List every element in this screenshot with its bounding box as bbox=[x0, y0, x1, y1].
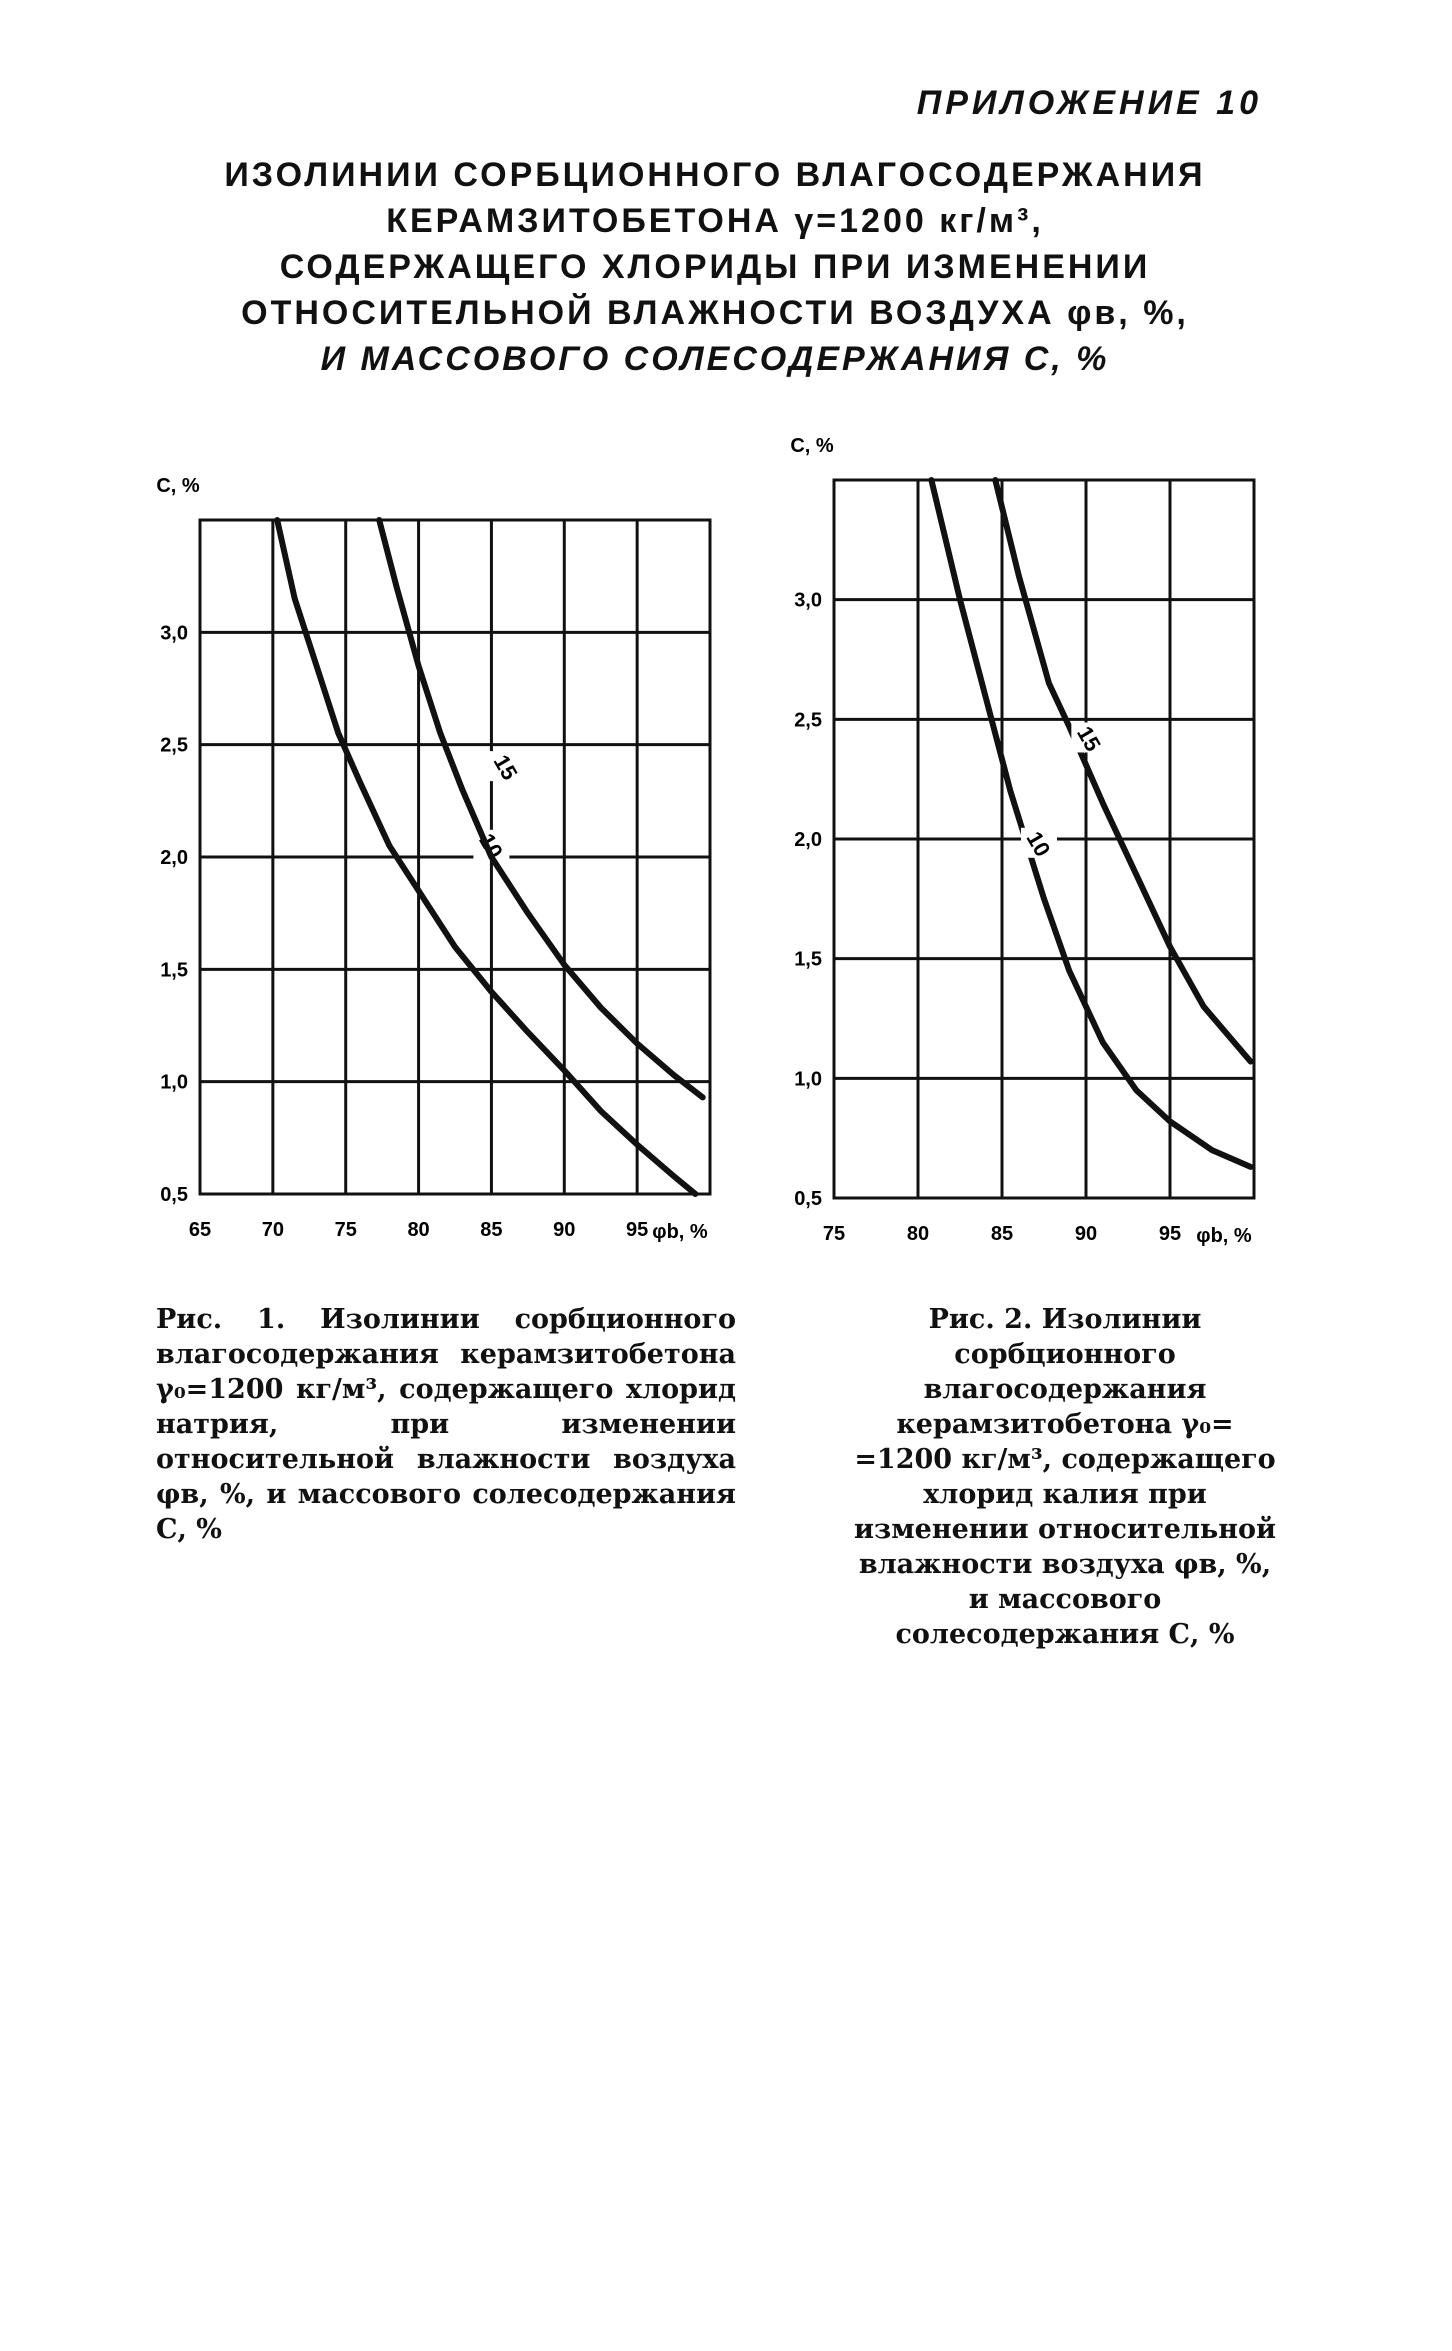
y-tick-label: 0,5 bbox=[794, 1188, 822, 1210]
x-tick-label: 65 bbox=[188, 1219, 212, 1241]
x-tick-label: 70 bbox=[261, 1219, 284, 1241]
x-tick-label: 80 bbox=[906, 1223, 930, 1245]
x-axis-label: φb, % bbox=[1196, 1225, 1252, 1247]
y-axis-label: С, % bbox=[156, 475, 200, 497]
series-line-10 bbox=[931, 480, 1250, 1167]
x-tick-label: 75 bbox=[334, 1219, 357, 1241]
y-tick-label: 2,0 bbox=[794, 829, 822, 851]
appendix-label: ПРИЛОЖЕНИЕ 10 bbox=[916, 84, 1262, 122]
y-tick-label: 1,0 bbox=[160, 1071, 188, 1094]
y-tick-label: 0,5 bbox=[160, 1184, 188, 1206]
y-tick-label: 1,0 bbox=[794, 1068, 822, 1091]
x-tick-label: 95 bbox=[626, 1219, 649, 1241]
caption-fig1: Рис. 1. Изолинии сорбционного влагосодержания керамзитобетона γ₀=1200 кг/м³, содержащего хлорид натрия, при изменении относительной влажности воздуха φв, %, и массового солесодержания С, % bbox=[156, 1304, 736, 1545]
x-tick-label: 85 bbox=[480, 1219, 503, 1241]
x-tick-label: 95 bbox=[1158, 1223, 1182, 1245]
title-line: ОТНОСИТЕЛЬНОЙ ВЛАЖНОСТИ ВОЗДУХА φв, %, bbox=[241, 294, 1189, 332]
y-tick-label: 1,5 bbox=[794, 948, 822, 971]
series-label-10: 10 bbox=[1021, 827, 1056, 861]
title-line: ИЗОЛИНИИ СОРБЦИОННОГО ВЛАГОСОДЕРЖАНИЯ bbox=[224, 156, 1206, 194]
x-tick-label: 75 bbox=[822, 1223, 846, 1245]
y-axis-label: С, % bbox=[790, 435, 834, 457]
y-tick-label: 3,0 bbox=[794, 589, 822, 612]
y-tick-label: 3,0 bbox=[160, 622, 188, 645]
x-tick-label: 85 bbox=[990, 1223, 1014, 1245]
x-tick-label: 90 bbox=[1074, 1223, 1098, 1245]
title-line: КЕРАМЗИТОБЕТОНА γ=1200 кг/м³, bbox=[386, 202, 1044, 240]
x-tick-label: 90 bbox=[553, 1219, 576, 1241]
caption-fig2: Рис. 2. Изолинии сорбционного влагосодержания керамзитобетона γ₀= =1200 кг/м³, содержащего хлорид калия при изменении относительной влажности воздуха φв, %, и массового солесодержания С, % bbox=[853, 1304, 1277, 1650]
title-line: И МАССОВОГО СОЛЕСОДЕРЖАНИЯ С, % bbox=[320, 340, 1110, 378]
y-tick-label: 1,5 bbox=[160, 959, 188, 982]
series-label-15: 15 bbox=[1071, 721, 1106, 756]
y-tick-label: 2,5 bbox=[160, 734, 188, 757]
title-line: СОДЕРЖАЩЕГО ХЛОРИДЫ ПРИ ИЗМЕНЕНИИ bbox=[279, 248, 1151, 286]
x-axis-label: φb, % bbox=[652, 1221, 708, 1243]
y-tick-label: 2,0 bbox=[160, 847, 188, 869]
series-label-10: 10 bbox=[474, 829, 508, 863]
series-label-15: 15 bbox=[488, 750, 523, 785]
y-tick-label: 2,5 bbox=[794, 709, 822, 732]
x-tick-label: 80 bbox=[407, 1219, 430, 1241]
series-line-15 bbox=[995, 480, 1250, 1062]
